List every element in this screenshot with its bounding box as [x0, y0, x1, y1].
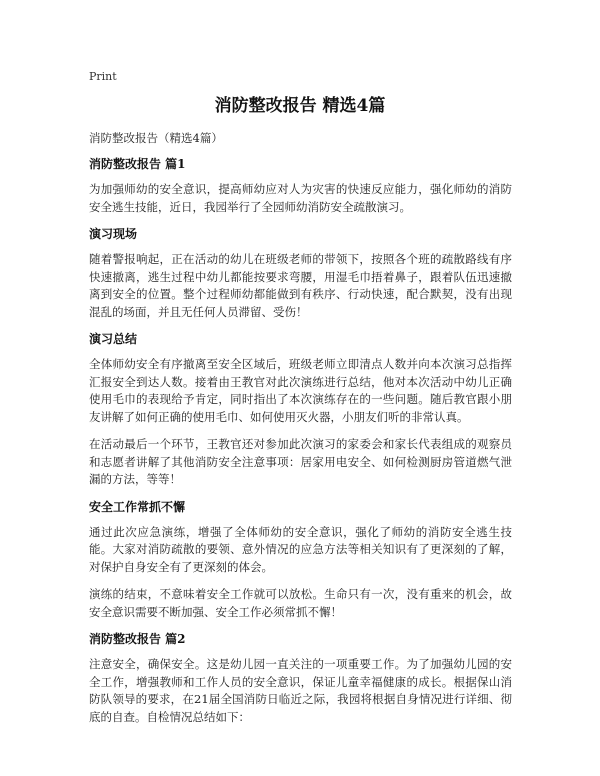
section-paragraph: 随着警报响起，正在活动的幼儿在班级老师的带领下，按照各个班的疏散路线有序快速撤离，逃生过程中幼儿都能按要求弯腰，用湿毛巾捂着鼻子，跟着队伍迅速撤离到安全的位置。整个过程师幼都能做到有秩序、行动快速，配合默契，没有出现混乱的场面，并且无任何人员滞留、受伤！ [89, 252, 512, 319]
section-heading: 消防整改报告 篇1 [89, 157, 186, 171]
section-paragraph: 为加强师幼的安全意识，提高师幼应对人为灾害的快速反应能力，强化师幼的消防安全逃生技能，近日，我园举行了全园师幼消防安全疏散演习。 [89, 182, 512, 214]
section-paragraph: 全体师幼安全有序撤离至安全区域后，班级老师立即清点人数并向本次演习总指挥汇报安全到达人数。接着由王教官对此次演练进行总结，他对本次活动中幼儿正确使用毛巾的表现给予肯定，同时指出了本次演练存在的一些问题。随后教官跟小朋友讲解了如何正确的使用毛巾、如何使用灭火器，小朋友们听的非常认真。 [89, 357, 512, 424]
section-heading: 安全工作常抓不懈 [89, 499, 186, 514]
document-body [89, 130, 512, 736]
section-safety-work [89, 499, 512, 622]
section-heading: 演习总结 [89, 332, 138, 346]
section-paragraph: 在活动最后一个环节，王教官还对参加此次演习的家委会和家长代表组成的观察员和志愿者讲解了其他消防安全注意事项：居家用电安全、如何检测厨房管道燃气泄漏的方法，等等！ [89, 437, 512, 486]
document-title: 消防整改报告 精选4篇 [214, 96, 386, 116]
print-label: Print [89, 70, 117, 83]
section-heading: 消防整改报告 篇2 [89, 632, 186, 646]
section-drill-scene [89, 226, 512, 321]
section-paragraph: 通过此次应急演练，增强了全体师幼的安全意识，强化了师幼的消防安全逃生技能。大家对消防疏散的要领、意外情况的应急方法等相关知识有了更深刻的了解，对保护自身安全有了更深刻的体会。 [89, 524, 512, 574]
section-2 [89, 631, 512, 726]
section-1 [89, 156, 512, 216]
section-drill-summary [89, 331, 512, 489]
section-paragraph: 注意安全，确保安全。这是幼儿园一直关注的一项重要工作。为了加强幼儿园的安全工作，增强教师和工作人员的安全意识，保证儿童幸福健康的成长。根据保山消防队领导的要求，在21届全国消防日临近之际，我园将根据自身情况进行详细、彻底的自查。自检情况总结如下： [89, 657, 512, 724]
section-heading: 演习现场 [89, 227, 138, 241]
section-paragraph: 演练的结束，不意味着安全工作就可以放松。生命只有一次，没有重来的机会，故安全意识需要不断加强、安全工作必须常抓不懈！ [89, 587, 512, 619]
document-subtitle: 消防整改报告（精选4篇） [89, 131, 223, 145]
